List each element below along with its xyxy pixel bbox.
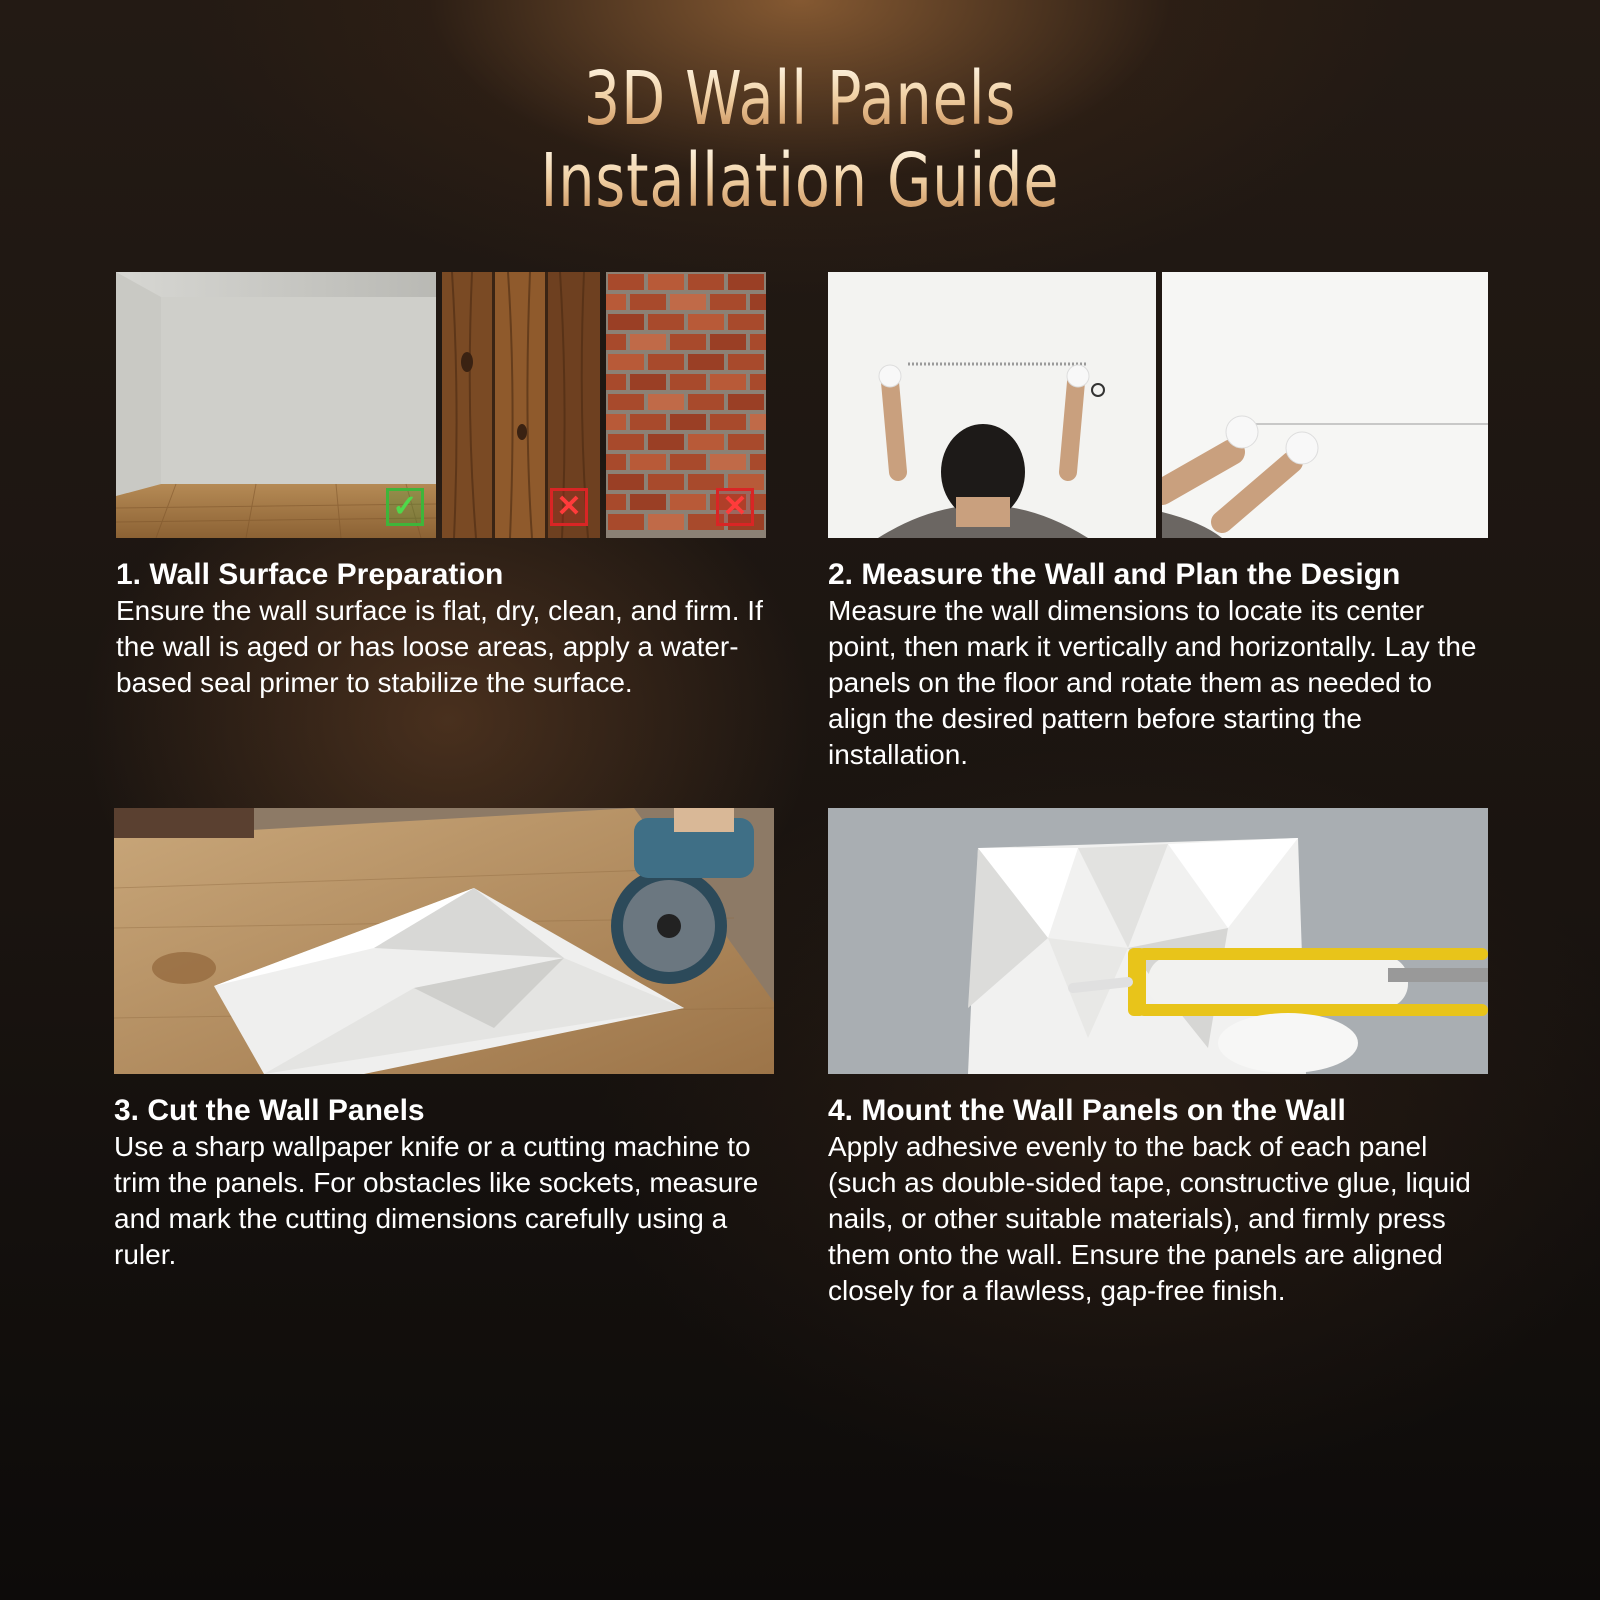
step-3-text: Use a sharp wallpaper knife or a cutting machine to trim the panels. For obstacles like sockets, measure and mark the cutting dimensions carefully using a ruler. [114,1130,759,1270]
photo-marking-line [1162,272,1488,538]
photo-measuring-wall [828,272,1156,538]
cross-icon: ✕ [550,488,588,526]
step-2 [828,272,1488,773]
check-icon: ✓ [386,488,424,526]
step-1 [116,272,776,701]
photo-cutting-panel [114,808,774,1074]
step-3 [114,808,774,1273]
step-1-text: Ensure the wall surface is flat, dry, clean, and firm. If the wall is aged or has loose areas, apply a water-based seal primer to stabilize the surface. [116,594,763,698]
step-3-photos [114,808,774,1074]
title-line-1: 3D Wall Panels [112,62,1488,136]
photo-applying-adhesive [828,808,1488,1074]
step-4-photos [828,808,1488,1074]
step-2-text: Measure the wall dimensions to locate its center point, then mark it vertically and horizontally. Lay the panels on the floor and rotate them as needed to align the desired pattern before starting the installation. [828,594,1477,770]
cross-icon: ✕ [716,488,754,526]
step-1-photos [116,272,776,538]
photo-smooth-wall [116,272,436,538]
step-4-text: Apply adhesive evenly to the back of each panel (such as double-sided tape, constructive glue, liquid nails, or other suitable materials), and firmly press them onto the wall. Ensure the panels are aligned closely for a flawless, gap-free finish. [828,1130,1471,1306]
title-line-2: Installation Guide [112,144,1488,218]
step-2-heading: 2. Measure the Wall and Plan the Design [828,558,1401,591]
step-1-heading: 1. Wall Surface Preparation [116,558,504,591]
photo-wood-wall [442,272,600,538]
step-3-heading: 3. Cut the Wall Panels [114,1094,425,1127]
page-title [0,56,1600,224]
photo-brick-wall [606,272,766,538]
step-4-heading: 4. Mount the Wall Panels on the Wall [828,1094,1346,1127]
step-4 [828,808,1488,1309]
step-2-photos [828,272,1488,538]
